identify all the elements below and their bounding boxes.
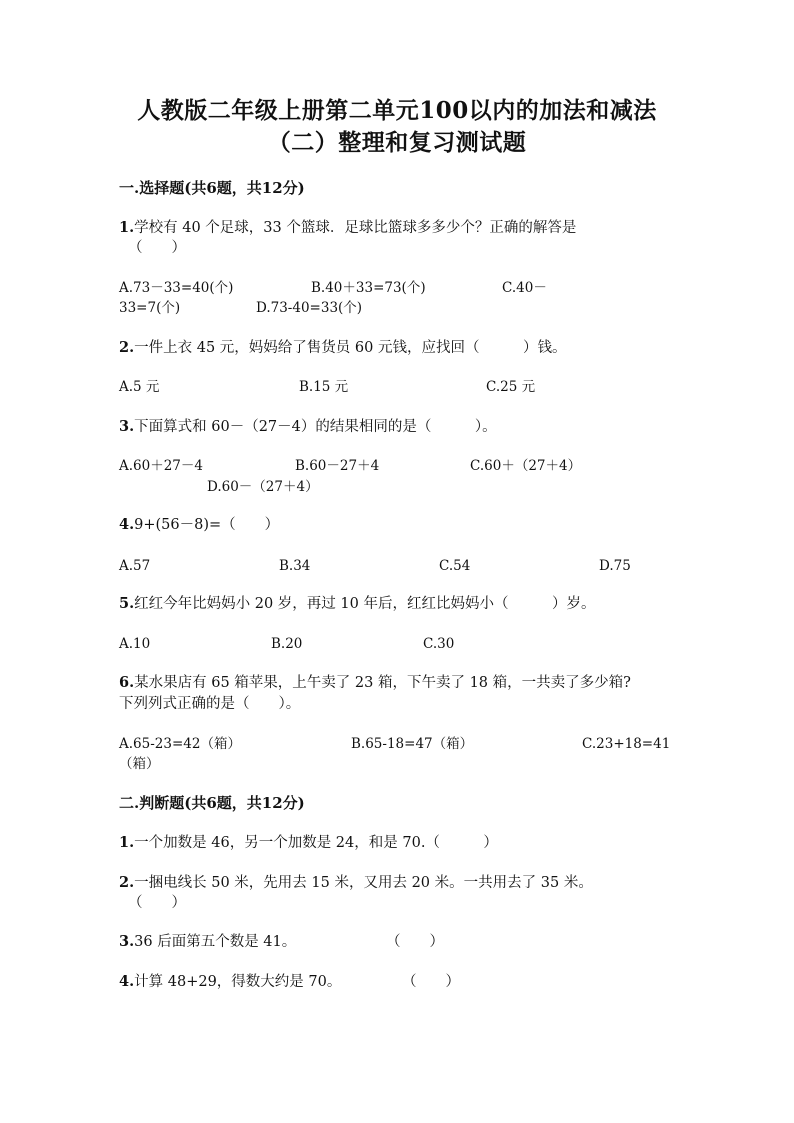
question-number: 6. (119, 674, 135, 691)
option-b: B.40＋33=73(个) (311, 280, 426, 296)
question-2 (119, 338, 679, 358)
option-c: C.54 (439, 558, 471, 574)
option-a: A.5 元 (119, 379, 160, 395)
question-number: 4. (119, 973, 135, 990)
option-c: C.60＋（27＋4） (470, 458, 582, 474)
question-number: 1. (119, 834, 135, 851)
question-text: 36 后面第五个数是 41。 (134, 934, 297, 950)
question-number: 4. (119, 516, 135, 533)
question-text: 一捆电线长 50 米，先用去 15 米，又用去 20 米。一共用去了 35 米。 (134, 875, 593, 891)
section-heading-judgement: 二.判断题(共6题，共12分) (119, 794, 305, 812)
question-6-line2: 下列列式正确的是（ ）。 (119, 696, 301, 712)
question-1-paren: （ ） (128, 240, 186, 256)
question-text: 一件上衣 45 元，妈妈给了售货员 60 元钱，应找回（ ）钱。 (134, 340, 567, 356)
option-a: A.73－33=40(个) (119, 280, 234, 296)
question-number: 2. (119, 339, 135, 356)
question-1 (119, 218, 679, 238)
question-text: 9+(56－8)=（ ） (134, 517, 280, 533)
option-b: B.65-18=47（箱） (351, 736, 474, 752)
option-c: C.23+18=41 (582, 736, 671, 752)
judgement-3-paren: （ ） (386, 934, 444, 950)
option-a: A.10 (119, 636, 151, 652)
page-title-line1: 人教版二年级上册第二单元100以内的加法和减法 (137, 97, 657, 124)
option-d: D.75 (599, 558, 631, 574)
option-a: A.65-23=42（箱） (119, 736, 241, 752)
option-d: D.73-40=33(个) (256, 300, 363, 316)
question-3 (119, 417, 679, 437)
option-c-cont: （箱） (119, 756, 160, 772)
question-text: 学校有 40 个足球，33 个篮球．足球比篮球多多少个？正确的解答是 (134, 220, 577, 236)
option-c-cont: 33=7(个) (119, 300, 181, 316)
option-b: B.60－27＋4 (295, 458, 380, 474)
judgement-4-paren: （ ） (402, 974, 460, 990)
question-text: 红红今年比妈妈小 20 岁，再过 10 年后，红红比妈妈小（ ）岁。 (134, 596, 596, 612)
option-c: C.30 (423, 636, 455, 652)
question-text: 下面算式和 60－（27－4）的结果相同的是（ ）。 (134, 419, 497, 435)
judgement-4 (119, 972, 679, 992)
question-4 (119, 515, 679, 535)
question-number: 3. (119, 933, 135, 950)
question-number: 2. (119, 874, 135, 891)
question-6 (119, 673, 679, 693)
option-a: A.57 (119, 558, 151, 574)
option-b: B.20 (271, 636, 303, 652)
question-number: 1. (119, 219, 135, 236)
option-a: A.60＋27－4 (119, 458, 203, 474)
question-number: 5. (119, 595, 135, 612)
question-text: 某水果店有 65 箱苹果，上午卖了 23 箱，下午卖了 18 箱，一共卖了多少箱? (134, 675, 631, 691)
judgement-2 (119, 873, 679, 893)
page-title-line2: （二）整理和复习测试题 (267, 129, 527, 156)
option-c: C.25 元 (486, 379, 536, 395)
option-d: D.60－（27＋4） (207, 479, 319, 495)
judgement-2-paren: （ ） (128, 895, 186, 911)
question-5 (119, 594, 679, 614)
question-text: 一个加数是 46，另一个加数是 24，和是 70.（ ） (134, 835, 498, 851)
section-heading-choice: 一.选择题(共6题，共12分) (119, 179, 305, 197)
option-b: B.15 元 (299, 379, 349, 395)
option-b: B.34 (279, 558, 311, 574)
question-number: 3. (119, 418, 135, 435)
judgement-1 (119, 833, 679, 853)
question-text: 计算 48+29，得数大约是 70。 (134, 974, 342, 990)
option-c: C.40－ (502, 280, 547, 296)
